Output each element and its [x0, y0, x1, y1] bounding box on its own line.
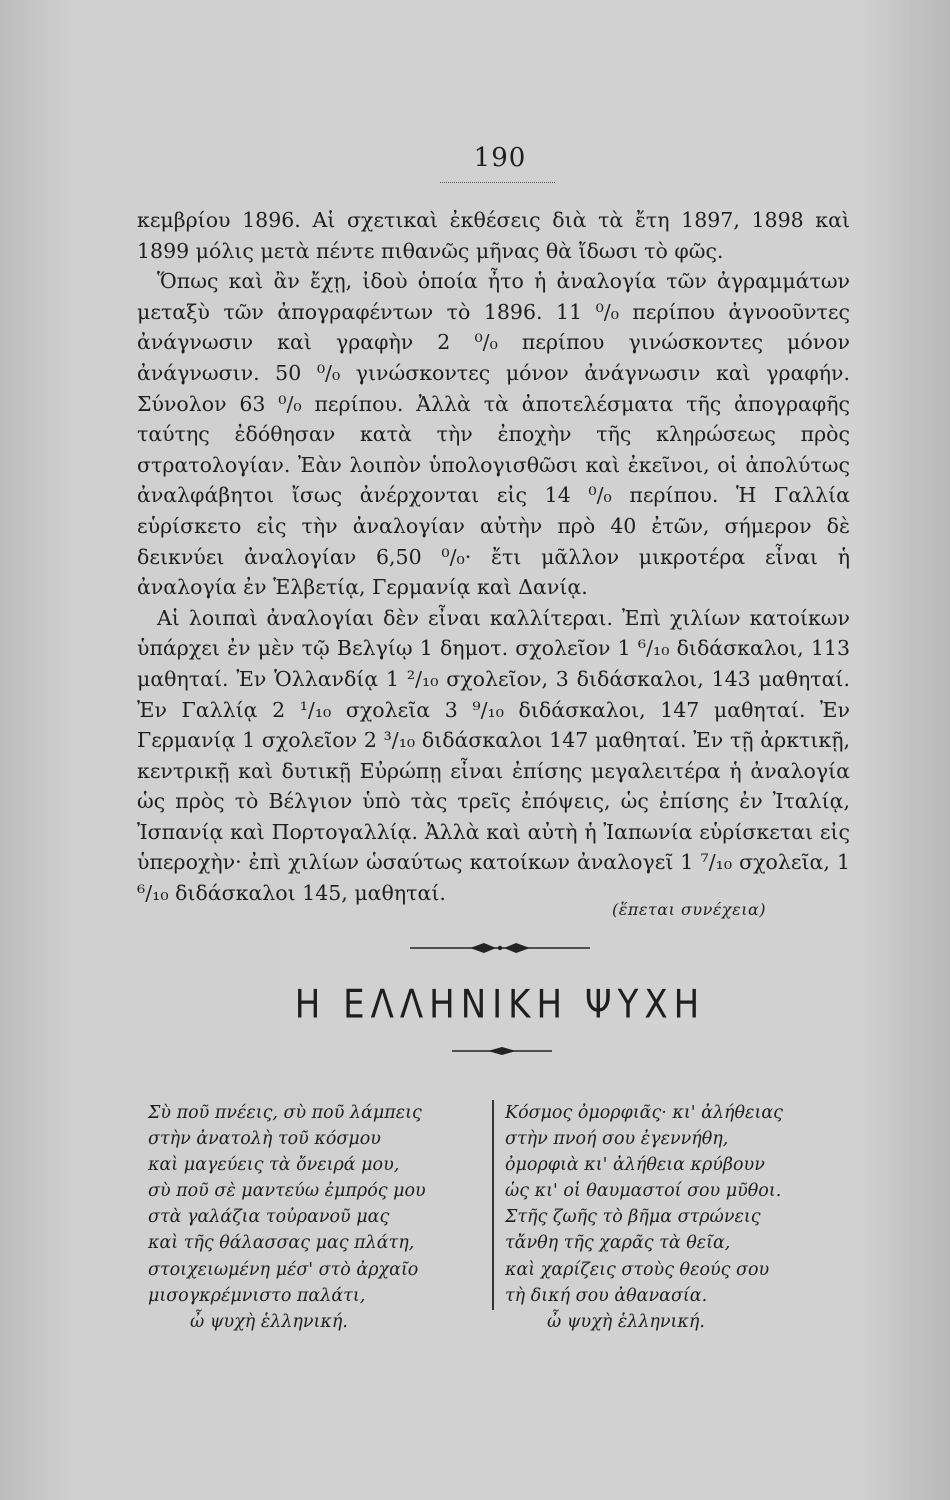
ornament-divider-top [410, 940, 590, 956]
poem-line: καὶ μαγεύεις τὰ ὄνειρά μου, [148, 1155, 400, 1176]
poem-line: σὺ ποῦ σὲ μαντεύω ἐμπρός μου [148, 1181, 426, 1202]
poem-line: καὶ τῆς θάλασσας μας πλάτη, [148, 1233, 415, 1254]
poem-line: Κόσμος ὀμορφιᾶς· κι' ἀλήθειας [505, 1103, 783, 1123]
section-title: Η ΕΛΛΗΝΙΚΗ ΨΥΧΗ [294, 982, 706, 1028]
page-number-rule [440, 182, 555, 183]
poem-column-divider [492, 1100, 494, 1310]
poem-stanza-left [148, 1100, 478, 1335]
poem-line: Στῆς ζωῆς τὸ βῆμα στρώνεις [505, 1207, 761, 1228]
poem-line: στὰ γαλάζια τοὐρανοῦ μας [148, 1207, 390, 1228]
poem-line: τὴ δική σου ἀθανασία. [505, 1285, 708, 1306]
poem-line: τἄνθη τῆς χαρᾶς τὰ θεῖα, [505, 1233, 731, 1254]
poem-line: ὀμορφιὰ κι' ἀλήθεια κρύβουν [505, 1155, 765, 1176]
poem-line: μισογκρέμνιστο παλάτι, [148, 1285, 366, 1306]
paragraph: Αἱ λοιπαὶ ἀναλογίαι δὲν εἶναι καλλίτεραι. Ἐπὶ χιλίων κατοίκων ὑπάρχει ἐν μὲν τῷ Βελγίῳ 1 δημοτ. σχολεῖον 1 ⁶/₁₀ διδάσκαλοι, 113 μαθηταί. Ἐν Ὁλλανδίᾳ 1 ²/₁₀ σχολεῖον, 3 διδάσκαλοι, 143 μαθηταί. Ἐν Γαλλίᾳ 2 ¹/₁₀ σχολεῖα 3 ⁹/₁₀ διδάσκαλοι, 147 μαθηταί. Ἐν Γερμανίᾳ 1 σχολεῖον 2 ³/₁₀ διδάσκαλοι 147 μαθηταί. Ἐν τῇ ἀρκτικῇ, κεντρικῇ καὶ δυτικῇ Εὐρώπῃ εἶναι ἐπίσης μεγαλειτέρα ἡ ἀναλογία ὡς πρὸς τὸ Βέλγιον ὑπὸ τὰς τρεῖς ἐπόψεις, ὡς ἐπίσης ἐν Ἰταλίᾳ, Ἰσπανίᾳ καὶ Πορτογαλλίᾳ. Ἀλλὰ καὶ αὐτὴ ἡ Ἰαπωνία εὑρίσκεται εἰς ὑπεροχὴν· ἐπὶ χιλίων ὡσαύτως κατοίκων ἀναλογεῖ 1 ⁷/₁₀ σχολεῖα, 1 ⁶/₁₀ διδάσκαλοι 145, μαθηταί. [137, 605, 850, 906]
poem-line: καὶ χαρίζεις στοὺς θεούς σου [505, 1259, 770, 1280]
article-body [137, 205, 850, 909]
poem-refrain: ὦ ψυχὴ ἑλληνική. [190, 1311, 348, 1332]
poem-line: ὡς κι' οἱ θαυμαστοί σου μῦθοι. [505, 1181, 782, 1202]
paragraph: Ὅπως καὶ ἂν ἔχῃ, ἰδοὺ ὁποία ἦτο ἡ ἀναλογία τῶν ἀγραμμάτων μεταξὺ τῶν ἀπογραφέντων τὸ 1896. 11 ⁰/₀ περίπου ἀγνοοῦντες ἀνάγνωσιν καὶ γραφὴν 2 ⁰/₀ περίπου γινώσκοντες μόνον ἀνάγνωσιν. 50 ⁰/₀ γινώσκοντες μόνον ἀνάγνωσιν καὶ γραφήν. Σύνολον 63 ⁰/₀ περίπου. Ἀλλὰ τὰ ἀποτελέσματα τῆς ἀπογραφῆς ταύτης ἐδόθησαν κατὰ τὴν ἐποχὴν τῆς κληρώσεως πρὸς στρατολογίαν. Ἐὰν λοιπὸν ὑπολογισθῶσι καὶ ἐκεῖνοι, οἱ ἀπολύτως ἀναλφάβητοι ἴσως ἀνέρχονται εἰς 14 ⁰/₀ περίπου. Ἡ Γαλλία εὑρίσκετο εἰς τὴν ἀναλογίαν αὐτὴν πρὸ 40 ἐτῶν, σήμερον δὲ δεικνύει ἀναλογίαν 6,50 ⁰/₀· ἔτι μᾶλλον μικροτέρα εἶναι ἡ ἀναλογία ἐν Ἑλβετίᾳ, Γερμανίᾳ καὶ Δανίᾳ. [137, 269, 850, 600]
continued-note: (ἕπεται συνέχεια) [612, 900, 767, 919]
poem-line: στοιχειωμένη μέσ' στὸ ἀρχαῖο [148, 1259, 419, 1280]
poem-line: στὴν ἀνατολὴ τοῦ κόσμου [148, 1129, 381, 1150]
page-number: 190 [473, 143, 527, 173]
poem-line: στὴν πνοή σου ἐγεννήθη, [505, 1129, 729, 1150]
poem-line: Σὺ ποῦ πνέεις, σὺ ποῦ λάμπεις [148, 1103, 422, 1123]
ornament-divider-bottom [452, 1046, 552, 1056]
poem-refrain: ὦ ψυχὴ ἑλληνική. [547, 1311, 705, 1332]
poem-stanza-right [505, 1100, 835, 1335]
paragraph: κεμβρίου 1896. Αἱ σχετικαὶ ἐκθέσεις διὰ τὰ ἔτη 1897, 1898 καὶ 1899 μόλις μετὰ πέντε πιθανῶς μῆνας θὰ ἴδωσι τὸ φῶς. [137, 208, 850, 263]
